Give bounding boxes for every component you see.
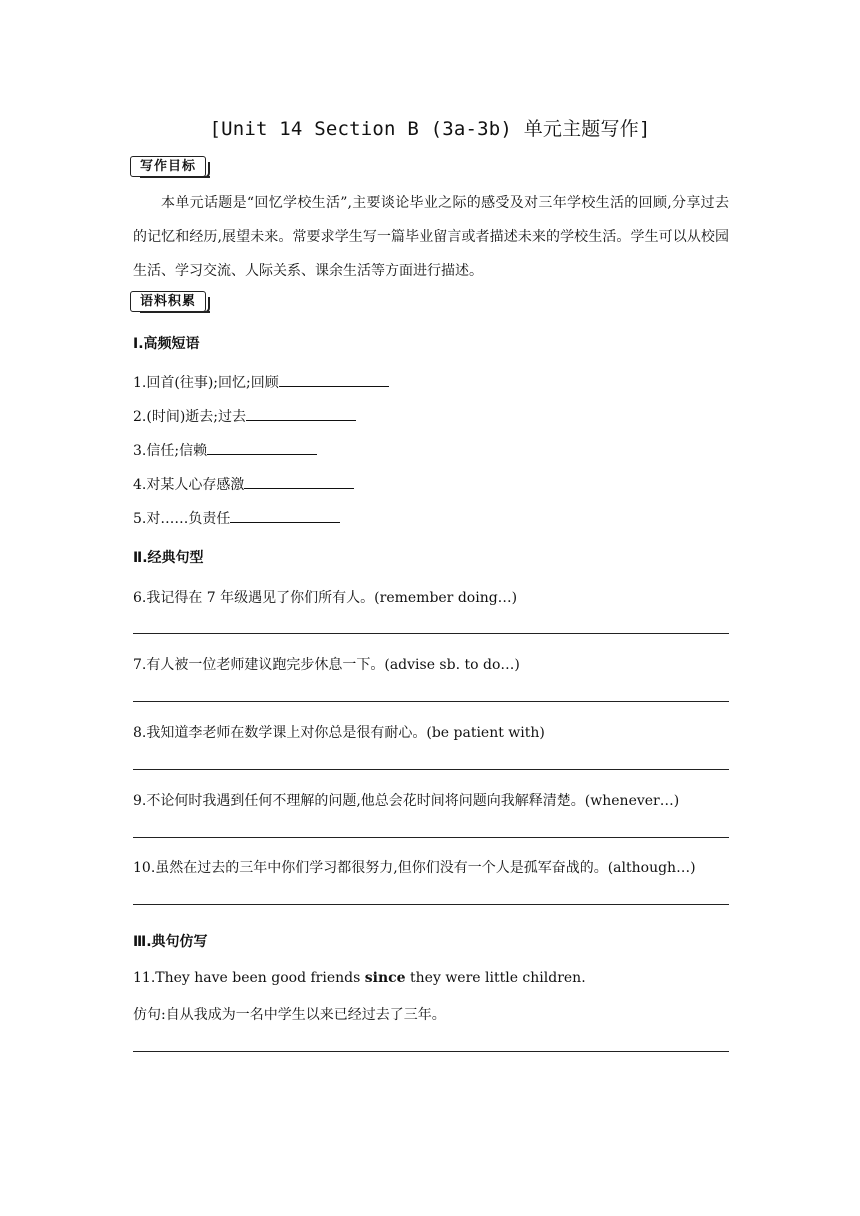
answer-blank[interactable] (244, 474, 354, 489)
section-heading-imitation: Ⅲ.典句仿写 (133, 934, 208, 950)
page-title: [Unit 14 Section B (3a-3b) 单元主题写作] (209, 118, 651, 140)
writing-goal-badge (130, 156, 210, 178)
answer-line[interactable] (133, 837, 729, 838)
phrase-item: 5.对……负责任 (133, 508, 340, 528)
answer-line[interactable] (133, 701, 729, 702)
sentence-prompt: 7.有人被一位老师建议跑完步休息一下。(advise sb. to do…) (133, 657, 520, 673)
answer-blank[interactable] (279, 372, 389, 387)
sentence-prompt: 10.虽然在过去的三年中你们学习都很努力,但你们没有一个人是孤军奋战的。(although…) (133, 860, 696, 876)
phrase-item: 2.(时间)逝去;过去 (133, 406, 356, 426)
answer-blank[interactable] (230, 508, 340, 523)
example-sentence: 11.They have been good friends since they were little children. (133, 970, 586, 986)
answer-blank[interactable] (207, 440, 317, 455)
intro-paragraph: 本单元话题是“回忆学校生活”,主要谈论毕业之际的感受及对三年学校生活的回顾,分享过去的记忆和经历,展望未来。常要求学生写一篇毕业留言或者描述未来的学校生活。学生可以从校园生活、学习交流、人际关系、课余生活等方面进行描述。 (133, 195, 729, 279)
section-heading-sentences: Ⅱ.经典句型 (133, 550, 204, 566)
phrase-item: 1.回首(往事);回忆;回顾 (133, 372, 389, 392)
material-label: 语料积累 (139, 294, 196, 309)
phrase-item: 4.对某人心存感激 (133, 474, 354, 494)
answer-blank[interactable] (246, 406, 356, 421)
writing-goal-label: 写作目标 (139, 159, 196, 174)
sentence-prompt: 9.不论何时我遇到任何不理解的问题,他总会花时间将问题向我解释清楚。(whenever…) (133, 793, 680, 809)
answer-line[interactable] (133, 1051, 729, 1052)
sentence-prompt: 6.我记得在 7 年级遇见了你们所有人。(remember doing…) (133, 590, 518, 606)
material-badge (130, 291, 210, 313)
imitation-prompt: 仿句:自从我成为一名中学生以来已经过去了三年。 (133, 1007, 446, 1023)
keyword-since: since (364, 970, 406, 986)
answer-line[interactable] (133, 904, 729, 905)
sentence-prompt: 8.我知道李老师在数学课上对你总是很有耐心。(be patient with) (133, 725, 545, 741)
phrase-item: 3.信任;信赖 (133, 440, 317, 460)
answer-line[interactable] (133, 769, 729, 770)
section-heading-phrases: Ⅰ.高频短语 (133, 336, 200, 352)
answer-line[interactable] (133, 633, 729, 634)
